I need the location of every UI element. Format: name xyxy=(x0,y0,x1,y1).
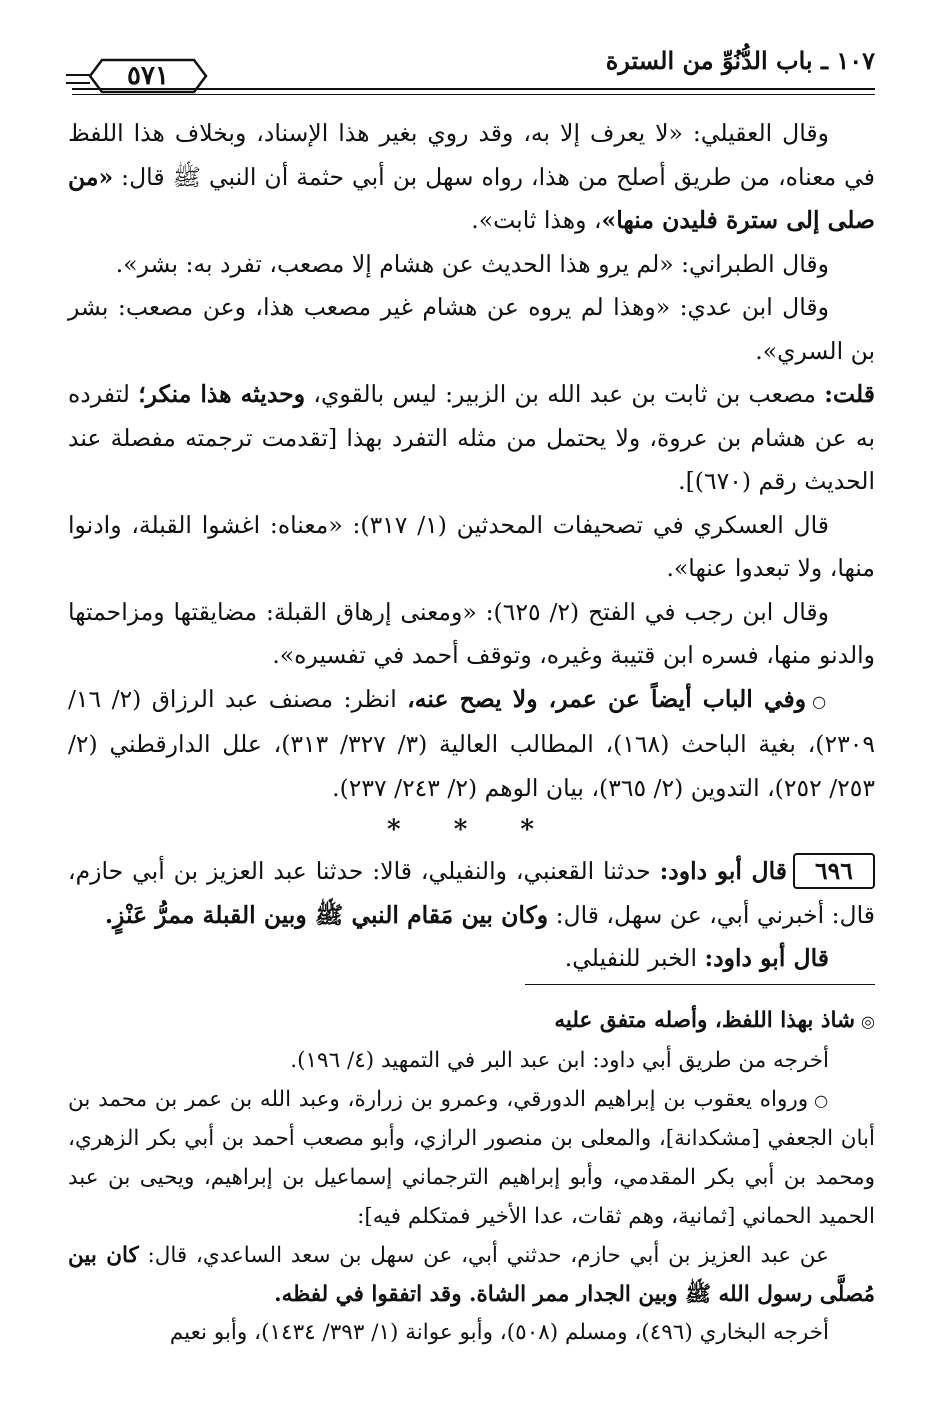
text: وقال العقيلي: «لا يعرف إلا به، وقد روي بغير هذا الإسناد، وبخلاف هذا اللفظ في معناه، من طريق أصلح من هذا، رواه سهل بن أبي حثمة أن النبي ﷺ قال: xyxy=(68,119,875,191)
paragraph-fil-bab xyxy=(68,678,875,811)
quoted-hadith: «من صلى إلى سترة فليدن منها» xyxy=(68,162,875,234)
text: عن عبد العزيز بن أبي حازم، حدثني أبي، عن سهل بن سعد الساعدي، قال: xyxy=(138,1242,830,1268)
paragraph-abu-dawud-note xyxy=(68,937,875,981)
page-number-frame xyxy=(88,58,208,94)
text: شاذ بهذا اللفظ، وأصله متفق عليه xyxy=(554,1008,856,1033)
footnote-rule xyxy=(525,984,875,985)
text: مصعب بن ثابت بن عبد الله بن الزبير: ليس بالقوي، xyxy=(305,380,825,408)
main-text xyxy=(68,112,875,981)
footnote-narrators xyxy=(68,1081,875,1237)
separator-stars: * * * xyxy=(387,815,556,845)
verdict: وحديثه هذا منكر؛ xyxy=(138,380,306,408)
footnote-matn xyxy=(68,1237,875,1315)
text: وفي الباب أيضاً عن عمر، ولا يصح عنه، xyxy=(407,684,807,713)
page-number: ٥٧١ xyxy=(127,61,169,91)
paragraph-ibn-adi: وقال ابن عدي: «وهذا لم يروه عن هشام غير مصعب هذا، وعن مصعب: بشر بن السري». xyxy=(68,293,875,365)
footnote-verdict xyxy=(68,1002,875,1042)
text: لتفرده به عن هشام بن عروة، ولا يحتمل من مثله التفرد بهذا [تقدمت ترجمته مفصلة عند الحديث رقم (٦٧٠)]. xyxy=(68,380,875,495)
matn: كان بين مُصلَّى رسول الله ﷺ وبين الجدار ممر الشاة. وقد اتفقوا في لفظه. xyxy=(68,1242,875,1307)
circle-mark-icon: ○ xyxy=(812,691,829,711)
chapter-title: ١٠٧ ـ باب الدُّنُوِّ من السترة xyxy=(605,46,875,75)
paragraph-uqayli xyxy=(68,112,875,243)
hadith-matn: وكان بين مَقام النبي ﷺ وبين القبلة ممرُّ عَنْزٍ. xyxy=(104,900,549,929)
footnote-sources: أخرجه البخاري (٤٩٦)، ومسلم (٥٠٨)، وأبو عوانة (١/ ٣٩٣/ ١٤٣٤)، وأبو نعيم xyxy=(169,1320,829,1346)
paragraph-tabarani: وقال الطبراني: «لم يرو هذا الحديث عن هشام إلا مصعب، تفرد به: بشر». xyxy=(115,249,829,278)
footnotes xyxy=(68,1002,875,1353)
circle-mark-icon: ○ xyxy=(814,1090,829,1110)
label-abu-dawud: قال أبو داود: xyxy=(659,857,787,885)
footnote-takhrij: أخرجه من طريق أبي داود: ابن عبد البر في التمهيد (٤/ ١٩٦). xyxy=(290,1047,829,1073)
hadith-paragraph xyxy=(68,850,875,937)
text: ، وهذا ثابت». xyxy=(471,206,602,234)
text: انظر: مصنف عبد الرزاق (٢/ ١٦/ ٢٣٠٩)، بغية الباحث (١٦٨)، المطالب العالية (٣/ ٣٢٧/ ٣١٣)، علل الدارقطني (٢/ ٢٥٣/ ٢٥٢)، التدوين (٢/ ٣٦٥)، بيان الوهم (٢/ ٢٤٣/ ٢٣٧). xyxy=(68,684,875,802)
page-number-ornament-lines xyxy=(66,74,90,84)
ruling-icon: ◎ xyxy=(861,1012,875,1031)
label-abu-dawud: قال أبو داود: xyxy=(704,944,829,972)
text: حدثنا القعنبي، والنفيلي، قالا: حدثنا عبد العزيز بن أبي حازم، قال: أخبرني أبي، عن سهل، قال: xyxy=(68,857,875,929)
text: الخبر للنفيلي. xyxy=(564,944,705,972)
paragraph-askari: قال العسكري في تصحيفات المحدثين (١/ ٣١٧): «معناه: اغشوا القبلة، وادنوا منها، ولا تبعدوا عنها». xyxy=(68,510,875,582)
text: ورواه يعقوب بن إبراهيم الدورقي، وعمرو بن زرارة، وعبد الله بن عمر بن محمد بن أبان الجعفي [مشكدانة]، والمعلى بن منصور الرازي، وأبو مصعب أحمد بن أبي بكر الزهري، ومحمد بن أبي بكر المقدمي، وأبو إبراهيم الترجماني إسماعيل بن إبراهيم، ويحيى بن عبد الحميد الحماني [ثمانية، وهم ثقات، عدا الأخير فمتكلم فيه]: xyxy=(68,1086,875,1229)
paragraph-qultu xyxy=(68,373,875,504)
hadith-number-badge: ٦٩٦ xyxy=(793,853,875,889)
label-qultu: قلت: xyxy=(824,380,876,408)
paragraph-ibn-rajab: وقال ابن رجب في الفتح (٢/ ٦٢٥): «ومعنى إرهاق القبلة: مضايقتها ومزاحمتها والدنو منها، فسره ابن قتيبة وغيره، وتوقف أحمد في تفسيره». xyxy=(68,597,875,669)
